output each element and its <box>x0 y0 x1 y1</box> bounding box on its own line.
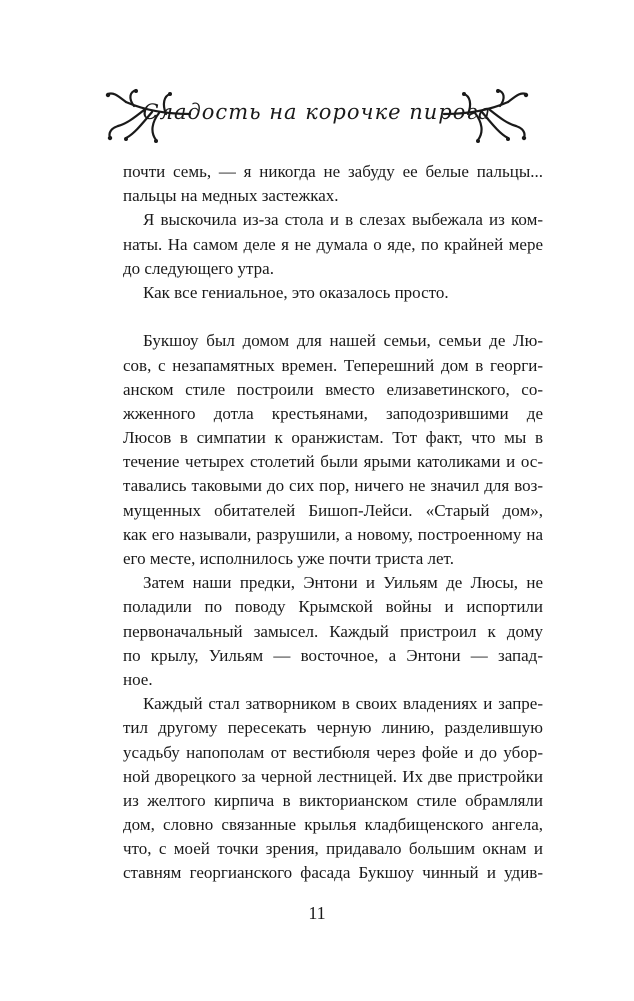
text-line: до следующего утра. <box>123 258 274 278</box>
text-line: как его называли, разрушили, а новому, построенному на <box>123 524 543 544</box>
body-text <box>123 160 543 886</box>
text-line: ное. <box>123 669 153 689</box>
right-ornament-icon <box>442 88 530 146</box>
text-line: течение четырех столетий были ярыми католиками и ос- <box>123 452 543 472</box>
text-line: почти семь, — я никогда не забуду ее белые пальцы... <box>123 162 543 181</box>
text-line: пальцы на медных застежках. <box>123 186 339 206</box>
text-line: Как все гениальное, это оказалось просто. <box>143 282 449 302</box>
running-header <box>0 88 634 148</box>
text-line: дом, словно связанные крылья кладбищенского ангела, <box>123 815 543 835</box>
text-line: жженного дотла крестьянами, заподозрившими де <box>123 403 543 423</box>
text-line: Букшоу был домом для нашей семьи, семьи де Лю- <box>143 331 543 351</box>
text-line: по крылу, Уильям — восточное, а Энтони — запад- <box>123 645 543 665</box>
text-line: ставням георгианского фасада Букшоу чинный и удив- <box>123 863 543 883</box>
running-header-title: Сладость на корочке пирога <box>142 100 492 124</box>
text-line: усадьбу напополам от вестибюля через фойе и до убор- <box>123 742 543 762</box>
text-line: наты. На самом деле я не думала о яде, по крайней мере <box>123 234 543 254</box>
page-number: 11 <box>308 903 326 923</box>
text-line: тавались таковыми до сих пор, ничего не значил для воз- <box>123 476 543 496</box>
text-line: что, с моей точки зрения, придавало большим окнам и <box>123 839 543 859</box>
text-line: Я выскочила из-за стола и в слезах выбежала из ком- <box>143 210 543 230</box>
text-line: ной дворецкого за черной лестницей. Их две пристройки <box>123 766 543 786</box>
section-break <box>123 305 543 329</box>
text-line: Затем наши предки, Энтони и Уильям де Люсы, не <box>143 573 543 593</box>
text-line: Каждый стал затворником в своих владениях и запре- <box>143 694 543 714</box>
text-line: анском стиле построили вместо елизаветинского, со- <box>123 379 543 399</box>
text-line: из желтого кирпича в викторианском стиле обрамляли <box>123 790 543 810</box>
text-line: его месте, исполнилось уже почти триста лет. <box>123 549 454 568</box>
text-line: Люсов в симпатии к оранжистам. Тот факт, что мы в <box>123 428 543 448</box>
text-line: первоначальный замысел. Каждый пристроил к дому <box>123 621 543 641</box>
text-line: мущенных обитателей Бишоп-Лейси. «Старый дом», <box>123 500 543 520</box>
text-line: поладили по поводу Крымской войны и испортили <box>123 597 543 617</box>
text-line: сов, с незапамятных времен. Теперешний дом в георги- <box>123 355 543 375</box>
text-line: тил другому пересекать черную линию, разделившую <box>123 718 543 738</box>
